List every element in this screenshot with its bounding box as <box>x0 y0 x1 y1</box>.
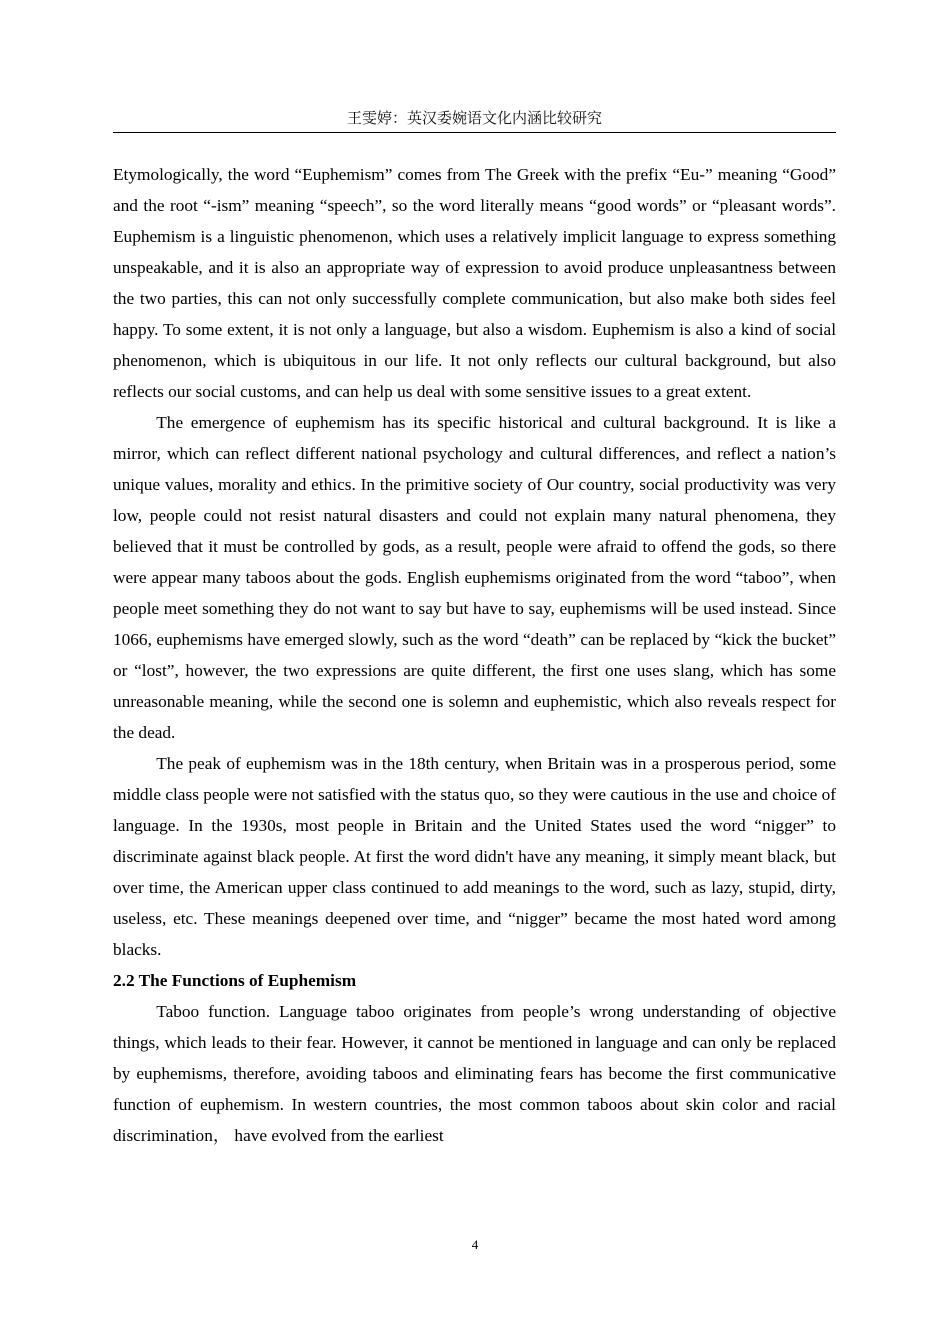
page-header <box>113 104 836 133</box>
paragraph-emergence: The emergence of euphemism has its specific historical and cultural background. It is like a mirror, which can reflect different national psychology and cultural differences, and reflect a nation’s unique values, morality and ethics. In the primitive society of Our country, social productivity was very low, people could not resist natural disasters and could not explain many natural phenomena, they believed that it must be controlled by gods, as a result, people were afraid to offend the gods, so there were appear many taboos about the gods. English euphemisms originated from the word “taboo”, when people meet something they do not want to say but have to say, euphemisms will be used instead. Since 1066, euphemisms have emerged slowly, such as the word “death” can be replaced by “kick the bucket” or “lost”, however, the two expressions are quite different, the first one uses slang, which has some unreasonable meaning, while the second one is solemn and euphemistic, which also reveals respect for the dead. <box>113 413 836 742</box>
document-body <box>113 159 836 1151</box>
section-heading: 2.2 The Functions of Euphemism <box>113 971 357 990</box>
paragraph-taboo-function: Taboo function. Language taboo originates from people’s wrong understanding of objective things, which leads to their fear. However, it cannot be mentioned in language and can only be replaced by euphemisms, therefore, avoiding taboos and eliminating fears has become the first communicative function of euphemism. In western countries, the most common taboos about skin color and racial discrimination， have evolved from the earliest <box>113 1002 836 1145</box>
page-number: 4 <box>471 1237 479 1252</box>
paragraph-peak: The peak of euphemism was in the 18th century, when Britain was in a prosperous period, some middle class people were not satisfied with the status quo, so they were cautious in the use and choice of language. In the 1930s, most people in Britain and the United States used the word “nigger” to discriminate against black people. At first the word didn't have any meaning, it simply meant black, but over time, the American upper class continued to add meanings to the word, such as lazy, stupid, dirty, useless, etc. These meanings deepened over time, and “nigger” became the most hated word among blacks. <box>113 754 836 959</box>
paragraph-etymology: Etymologically, the word “Euphemism” comes from The Greek with the prefix “Eu-” meaning “Good” and the root “-ism” meaning “speech”, so the word literally means “good words” or “pleasant words”. Euphemism is a linguistic phenomenon, which uses a relatively implicit language to express something unspeakable, and it is also an appropriate way of expression to avoid produce unpleasantness between the two parties, this can not only successfully complete communication, but also make both sides feel happy. To some extent, it is not only a language, but also a wisdom. Euphemism is also a kind of social phenomenon, which is ubiquitous in our life. It not only reflects our cultural background, but also reflects our social customs, and can help us deal with some sensitive issues to a great extent. <box>113 165 836 401</box>
header-title: 王雯婷：英汉委婉语文化内涵比较研究 <box>346 109 602 127</box>
